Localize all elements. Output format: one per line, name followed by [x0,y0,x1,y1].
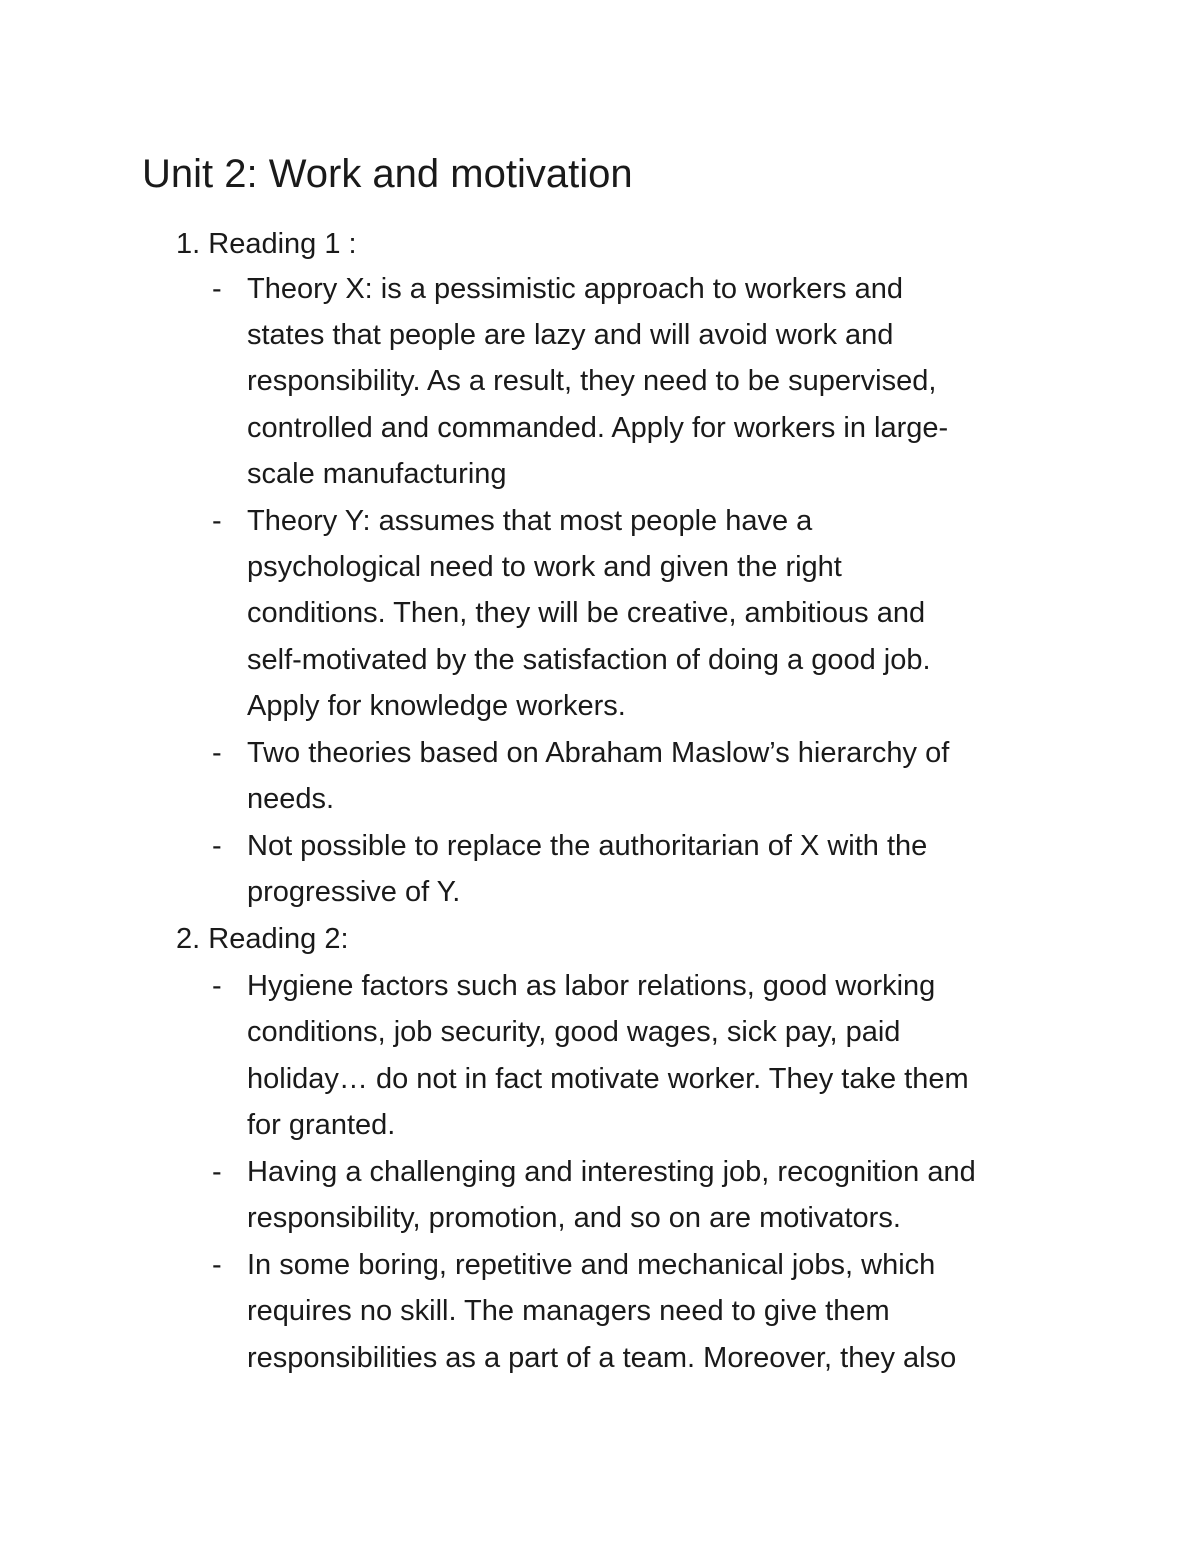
section-number: 2. [176,923,201,955]
bullet-line: holiday… do not in fact motivate worker. They take them [247,1063,969,1095]
bullet-line: responsibilities as a part of a team. Moreover, they also [247,1342,957,1374]
bullet-line: Theory Y: assumes that most people have a [247,505,813,537]
bullet-line: responsibility, promotion, and so on are motivators. [247,1202,901,1234]
bullet-line: for granted. [247,1109,396,1141]
section-heading-reading-1 [176,221,357,267]
bullet-dash: - [212,273,222,305]
section-heading-reading-2 [176,916,349,962]
bullet-line: states that people are lazy and will avoid work and [247,319,894,351]
bullet-dash: - [212,505,222,537]
bullet-line: needs. [247,783,335,815]
bullet-line: Hygiene factors such as labor relations, good working [247,970,936,1002]
bullet-dash: - [212,1156,222,1188]
section-title: Reading 2: [208,923,349,955]
bullet-dash: - [212,1249,222,1281]
bullet-line: Theory X: is a pessimistic approach to workers and [247,273,903,305]
bullet-dash: - [212,830,222,862]
page-title: Unit 2: Work and motivation [142,152,633,196]
bullet-line: responsibility. As a result, they need to be supervised, [247,365,937,397]
section-number: 1. [176,228,201,260]
bullet-line: Two theories based on Abraham Maslow’s hierarchy of [247,737,950,769]
bullet-line: conditions. Then, they will be creative, ambitious and [247,597,926,629]
bullet-line: Having a challenging and interesting job, recognition and [247,1156,976,1188]
bullet-line: self-motivated by the satisfaction of doing a good job. [247,644,931,676]
bullet-line: conditions, job security, good wages, sick pay, paid [247,1016,901,1048]
bullet-line: psychological need to work and given the right [247,551,842,583]
bullet-line: requires no skill. The managers need to give them [247,1295,890,1327]
bullet-line: Apply for knowledge workers. [247,690,626,722]
bullet-dash: - [212,737,222,769]
bullet-line: controlled and commanded. Apply for workers in large- [247,412,949,444]
bullet-line: scale manufacturing [247,458,507,490]
section-title: Reading 1 : [208,228,357,260]
bullet-line: progressive of Y. [247,876,461,908]
bullet-line: Not possible to replace the authoritarian of X with the [247,830,928,862]
bullet-line: In some boring, repetitive and mechanical jobs, which [247,1249,936,1281]
bullet-dash: - [212,970,222,1002]
